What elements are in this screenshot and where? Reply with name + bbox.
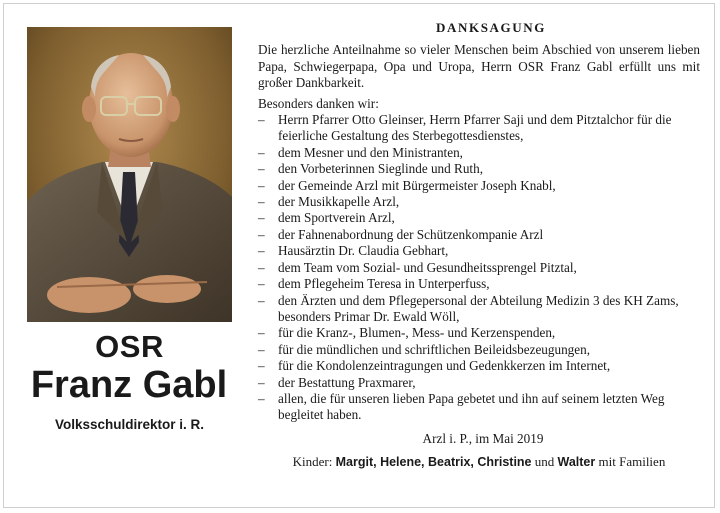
children-suffix: mit Familien bbox=[598, 454, 666, 470]
thanks-item bbox=[258, 276, 700, 292]
children-line bbox=[258, 454, 700, 470]
dash-marker: – bbox=[258, 341, 265, 357]
thanks-item-text: den Ärzten und dem Pflegepersonal der Abteilung Medizin 3 des KH Zams, besonders Primar Dr. Ewald Wöll, bbox=[278, 292, 679, 324]
portrait-photo bbox=[27, 27, 232, 322]
thanks-item bbox=[258, 293, 700, 326]
thanks-item-text: dem Sportverein Arzl, bbox=[278, 210, 395, 226]
dash-marker: – bbox=[258, 325, 265, 341]
dash-marker: – bbox=[258, 177, 265, 193]
thanks-item bbox=[258, 325, 700, 341]
portrait-image bbox=[27, 27, 232, 322]
thanks-item bbox=[258, 194, 700, 210]
thanks-item bbox=[258, 342, 700, 358]
deceased-role: Volksschuldirektor i. R. bbox=[54, 417, 205, 432]
dash-marker: – bbox=[258, 210, 265, 226]
thanks-lead: Besonders danken wir: bbox=[258, 95, 379, 111]
place-date: Arzl i. P., im Mai 2019 bbox=[422, 430, 544, 446]
dash-marker: – bbox=[258, 243, 265, 259]
dash-marker: – bbox=[258, 374, 265, 390]
dash-marker: – bbox=[258, 112, 265, 128]
dash-marker: – bbox=[258, 390, 265, 406]
dash-marker: – bbox=[258, 161, 265, 177]
thanks-item-text: der Fahnenabordnung der Schützenkompanie Arzl bbox=[278, 226, 544, 242]
children-and: und bbox=[534, 454, 555, 470]
children-names: Margit, Helene, Beatrix, Christine bbox=[335, 455, 532, 470]
deceased-name: Franz Gabl bbox=[30, 364, 228, 406]
dash-marker: – bbox=[258, 226, 265, 242]
dash-marker: – bbox=[258, 259, 265, 275]
thanks-item-text: Hausärztin Dr. Claudia Gebhart, bbox=[278, 243, 449, 259]
notice-heading: DANKSAGUNG bbox=[436, 20, 546, 35]
notice-intro: Die herzliche Anteilnahme so vieler Menschen beim Abschied von unserem lieben Papa, Schwiegerpapa, Opa und Uropa, Herrn OSR Franz Gabl erfüllt uns mit großer Dankbarkeit. bbox=[258, 42, 700, 91]
thanks-item bbox=[258, 358, 700, 374]
thanks-item-text: der Musikkapelle Arzl, bbox=[278, 194, 400, 210]
thanks-item-text: der Bestattung Praxmarer, bbox=[278, 374, 416, 390]
children-names-last: Walter bbox=[557, 455, 596, 470]
thanks-item-text: für die Kranz-, Blumen-, Mess- und Kerzenspenden, bbox=[278, 325, 556, 341]
thanks-item bbox=[258, 227, 700, 243]
thanks-item bbox=[258, 260, 700, 276]
thanks-item bbox=[258, 161, 700, 177]
honorific-title: OSR bbox=[95, 329, 164, 364]
dash-marker: – bbox=[258, 292, 265, 308]
thanks-item-text: den Vorbeterinnen Sieglinde und Ruth, bbox=[278, 161, 483, 177]
thanks-item-text: der Gemeinde Arzl mit Bürgermeister Joseph Knabl, bbox=[278, 177, 556, 193]
notice-text bbox=[258, 20, 700, 471]
thanks-item-text: für die Kondolenzeintragungen und Gedenkkerzen im Internet, bbox=[278, 358, 611, 374]
children-label: Kinder: bbox=[292, 454, 333, 470]
thanks-item-text: für die mündlichen und schriftlichen Beileidsbezeugungen, bbox=[278, 341, 591, 357]
thanks-item bbox=[258, 178, 700, 194]
thanks-item bbox=[258, 210, 700, 226]
thanks-item bbox=[258, 375, 700, 391]
thanks-item-text: dem Team vom Sozial- und Gesundheitssprengel Pitztal, bbox=[278, 259, 577, 275]
dash-marker: – bbox=[258, 358, 265, 374]
thanks-list bbox=[258, 112, 700, 424]
dash-marker: – bbox=[258, 144, 265, 160]
thanks-item-text: allen, die für unseren lieben Papa gebetet und ihn auf seinem letzten Weg begleitet haben. bbox=[278, 390, 665, 423]
dash-marker: – bbox=[258, 194, 265, 210]
thanks-item bbox=[258, 391, 700, 424]
thanks-item bbox=[258, 243, 700, 259]
thanks-item bbox=[258, 145, 700, 161]
thanks-item-text: Herrn Pfarrer Otto Gleinser, Herrn Pfarrer Saji und dem Pitztalchor für die feierliche Gestaltung des Sterbegottesdienstes, bbox=[278, 112, 672, 144]
thanks-item-text: dem Pflegeheim Teresa in Unterperfuss, bbox=[278, 276, 490, 292]
thanks-item bbox=[258, 112, 700, 145]
dash-marker: – bbox=[258, 276, 265, 292]
thanks-item-text: dem Mesner und den Ministranten, bbox=[278, 144, 463, 160]
